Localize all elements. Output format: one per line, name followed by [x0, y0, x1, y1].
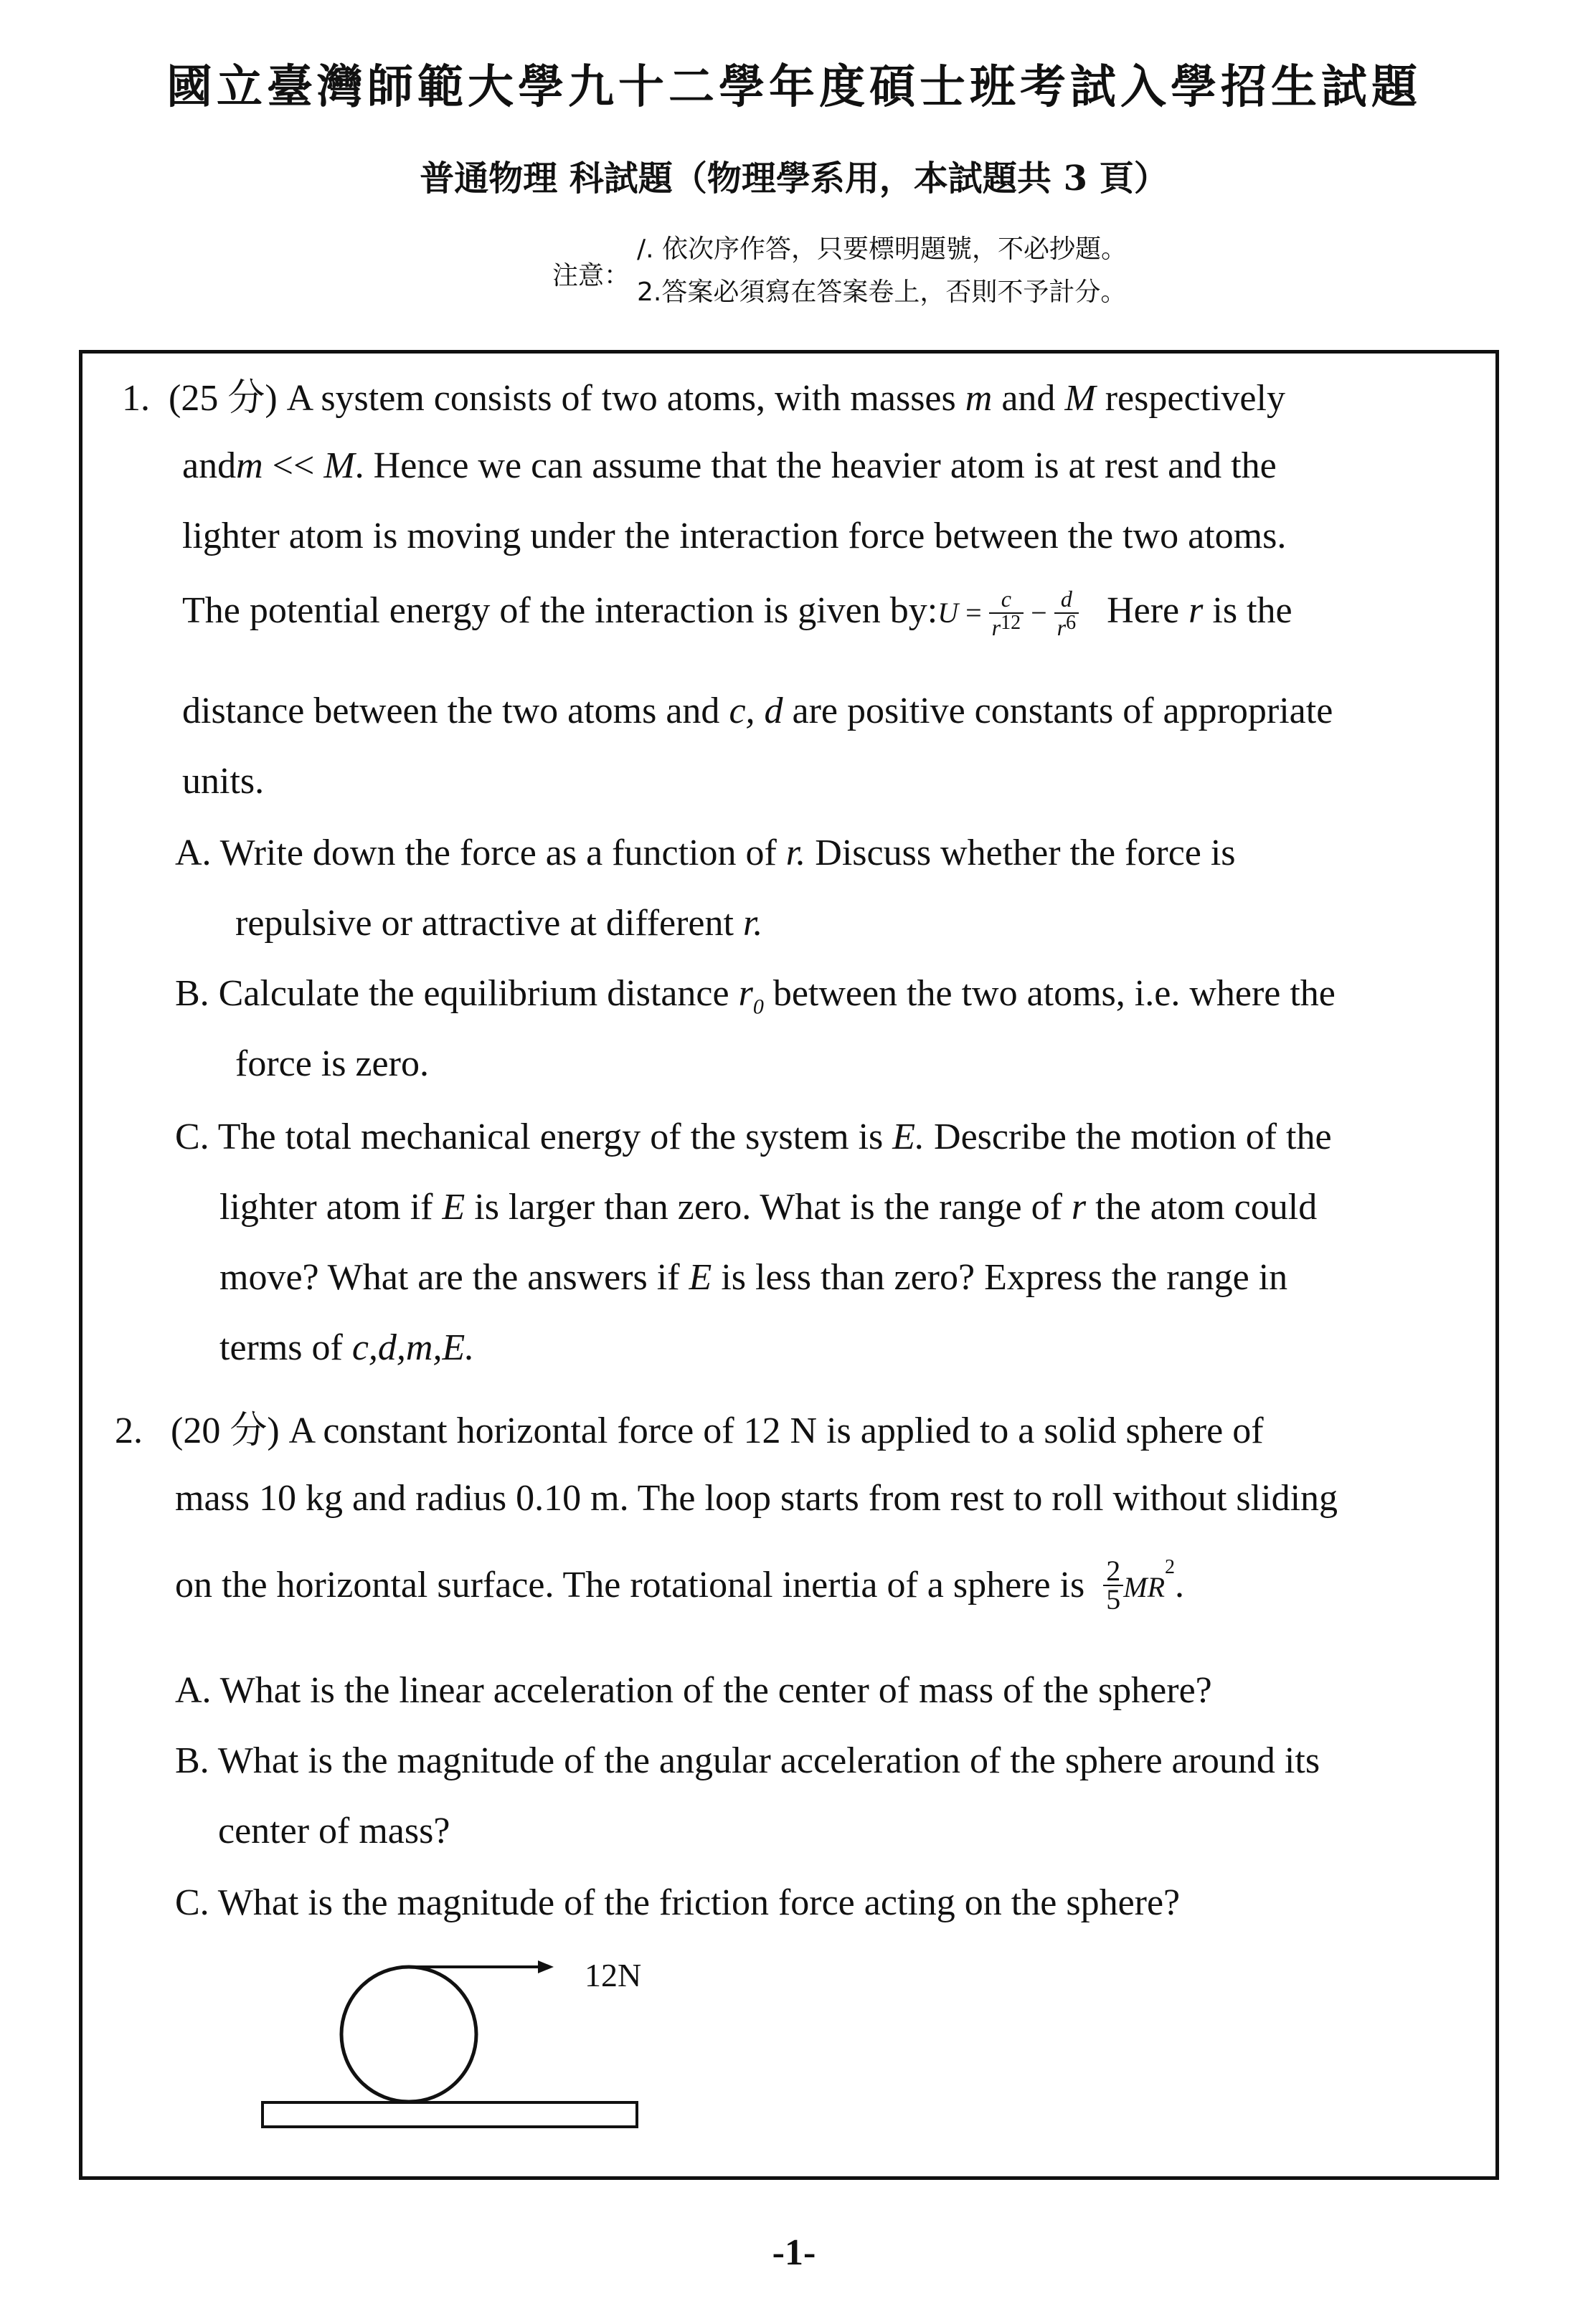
var-r0	[738, 973, 764, 1019]
var-MR: MR	[1123, 1570, 1166, 1603]
q1-B-line-1	[175, 972, 1336, 1019]
q2-line-1	[115, 1400, 1264, 1453]
fraction-c-r12	[989, 585, 1024, 641]
var-U: U	[937, 597, 959, 630]
fraction-d-r6	[1054, 585, 1079, 641]
q1-text-2: . Hence we can assume that the heavier atom is at rest and the	[354, 445, 1277, 486]
notice-items	[637, 228, 1127, 314]
exp-2: 2	[1165, 1556, 1176, 1578]
equals-sign: =	[958, 597, 989, 630]
q1-C-text: C. The total mechanical energy of the system is	[175, 1116, 884, 1157]
sphere	[341, 1967, 476, 2102]
var-r-6: r	[1071, 1187, 1087, 1228]
q1-C-line-1	[175, 1116, 1332, 1158]
q1-is-the: is the	[1212, 590, 1292, 632]
q1-line-6: units.	[182, 761, 265, 802]
q1-line-4	[182, 588, 1292, 644]
var-M: M	[1064, 378, 1096, 419]
q1-points: (25 分)	[169, 378, 278, 419]
frac-den-r12	[989, 614, 1024, 641]
var-r-5: r.	[742, 903, 763, 944]
exam-title: 國立臺灣師範大學九十二學年度碩士班考試入學招生試題	[166, 60, 1422, 114]
q1-and: and	[1001, 378, 1056, 419]
q2-A: A. What is the linear acceleration of the center of mass of the sphere?	[175, 1670, 1212, 1711]
q1-A2-text: repulsive or attractive at different	[235, 903, 734, 944]
var-E: E.	[892, 1116, 925, 1157]
force-label: 12N	[585, 1957, 642, 1993]
period: .	[1175, 1564, 1185, 1606]
q2-number: 2.	[115, 1410, 143, 1451]
q1-text-4: The potential energy of the interaction is given by:	[182, 590, 938, 632]
var-E-3: E	[689, 1257, 712, 1298]
force-arrow-head	[538, 1960, 554, 1973]
q1-line-2	[182, 445, 1277, 487]
potential-formula	[937, 586, 1079, 640]
frac-den-5: 5	[1106, 1583, 1121, 1616]
q1-C2-text: lighter atom if	[219, 1187, 433, 1228]
q1-A-text-b: Discuss whether the force is	[815, 833, 1236, 873]
var-cdmE: c,d,m,E.	[351, 1327, 475, 1368]
q1-respectively: respectively	[1105, 378, 1285, 419]
frac-den-r6	[1054, 614, 1079, 641]
exam-subtitle: 普通物理 科試題（物理學系用，本試題共 3 頁）	[420, 158, 1168, 199]
q1-text-1: A system consists of two atoms, with masses	[286, 378, 956, 419]
var-E-2: E	[442, 1187, 465, 1228]
q2-B-line-2: center of mass?	[218, 1811, 450, 1851]
q1-C4-text: terms of	[219, 1327, 343, 1368]
q1-A-line-2	[235, 902, 762, 944]
q1-B-text-b: between the two atoms, i.e. where the	[772, 973, 1336, 1014]
q1-text-5b: are positive constants of appropriate	[792, 691, 1333, 731]
q1-line-5	[182, 690, 1333, 732]
var-r-3: r	[1188, 590, 1204, 632]
exp-12: 12	[1001, 612, 1021, 634]
q1-C-line-2	[219, 1186, 1317, 1228]
q2-points: (20 分)	[171, 1410, 280, 1451]
q2-line-2: mass 10 kg and radius 0.10 m. The loop starts from rest to roll without sliding	[175, 1478, 1338, 1519]
q1-l2-and: and	[182, 445, 237, 486]
notice-label: 注意：	[552, 261, 630, 290]
frac-num-2: 2	[1103, 1557, 1123, 1586]
notice-item-1: /. 依次序作答，只要標明題號，不必抄題。	[637, 234, 1128, 264]
q1-C3-text-b: is less than zero? Express the range in	[721, 1257, 1288, 1298]
frac-num-c: c	[989, 585, 1024, 614]
q2-B-line-1: B. What is the magnitude of the angular acceleration of the sphere around its	[175, 1740, 1320, 1781]
page-number: -1-	[772, 2232, 816, 2273]
var-cd: c, d	[729, 691, 783, 731]
q1-C3-text: move? What are the answers if	[219, 1257, 680, 1298]
q1-number: 1.	[122, 378, 150, 419]
q2-text-1: A constant horizontal force of 12 N is applied to a solid sphere of	[288, 1410, 1264, 1451]
exp-6: 6	[1066, 612, 1077, 634]
q2-text-3: on the horizontal surface. The rotational inertia of a sphere is	[175, 1564, 1085, 1606]
q1-C-line-3	[219, 1256, 1287, 1299]
q1-A-line-1	[175, 832, 1236, 874]
q2-C: C. What is the magnitude of the friction force acting on the sphere?	[175, 1882, 1181, 1923]
var-M-2: M	[323, 445, 355, 486]
q1-text-5a: distance between the two atoms and	[182, 691, 720, 731]
frac-num-d: d	[1054, 585, 1079, 614]
q1-B-text: B. Calculate the equilibrium distance	[175, 973, 729, 1014]
var-r0-sub: 0	[752, 995, 764, 1019]
var-m: m	[965, 378, 993, 419]
var-r0-base: r	[738, 973, 753, 1014]
var-r: r	[991, 615, 1001, 640]
var-r-4: r.	[785, 833, 806, 873]
q2-line-3	[175, 1555, 1185, 1616]
var-r-2: r	[1057, 615, 1067, 640]
q1-C-line-4	[219, 1327, 474, 1369]
q1-C2-text-c: the atom could	[1095, 1187, 1318, 1228]
q1-C-text-b: Describe the motion of the	[934, 1116, 1332, 1157]
q1-line-1	[122, 367, 1285, 421]
q1-much-less: <<	[263, 445, 324, 486]
horizontal-surface	[263, 2102, 637, 2127]
q1-line-3: lighter atom is moving under the interaction force between the two atoms.	[182, 516, 1287, 556]
minus-sign: −	[1024, 597, 1054, 630]
q1-A-text: A. Write down the force as a function of	[175, 833, 777, 873]
q1-B-line-2: force is zero.	[235, 1043, 429, 1084]
q1-here: Here	[1107, 590, 1180, 632]
notice-item-2: 2.答案必須寫在答案卷上，否則不予計分。	[637, 278, 1127, 307]
q1-C2-text-b: is larger than zero. What is the range of	[474, 1187, 1062, 1228]
var-m-2: m	[236, 445, 263, 486]
fraction-2-5	[1103, 1555, 1123, 1616]
